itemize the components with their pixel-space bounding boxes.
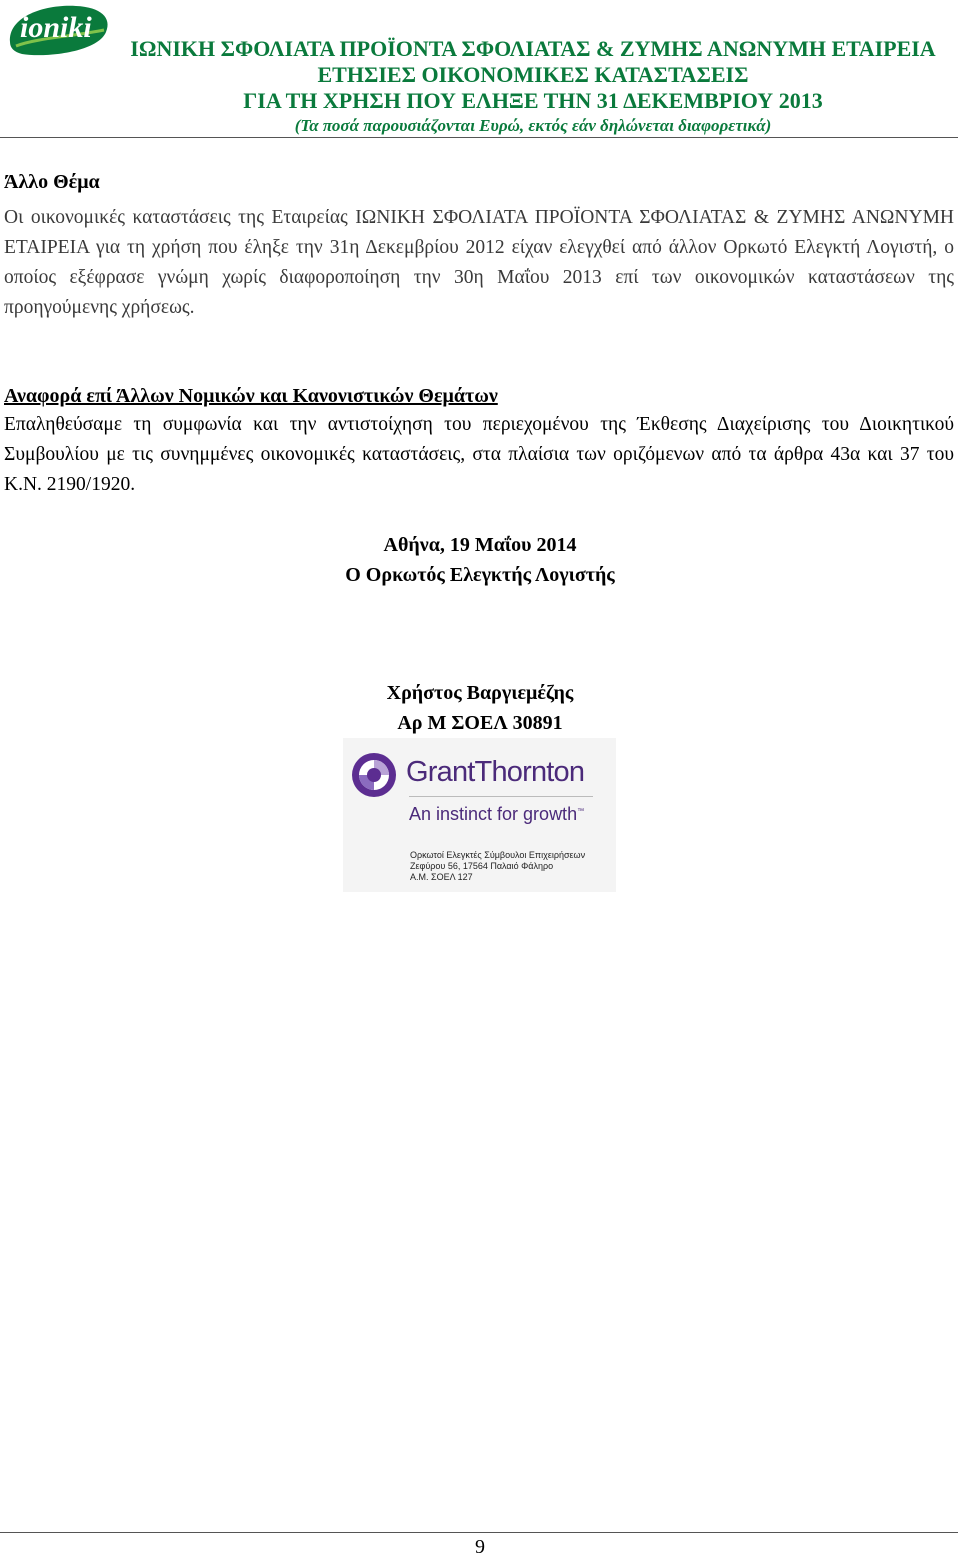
header-report-title: ΕΤΗΣΙΕΣ ΟΙΚΟΝΟΜΙΚΕΣ ΚΑΤΑΣΤΑΣΕΙΣ: [317, 62, 749, 87]
stamp-divider: [409, 796, 593, 797]
signature-name: Χρήστος Βαργιεμέζης: [386, 682, 574, 704]
other-matter-paragraph: Οι οικονομικές καταστάσεις της Εταιρείας ΙΩΝΙΚΗ ΣΦΟΛΙΑΤΑ ΠΡΟΪΟΝΤΑ ΣΦΟΛΙΑΤΑΣ & ΖΥΜΗΣ ΑΝΩΝΥΜΗ ΕΤΑΙΡΕΙΑ για τη χρήση που έληξε την 31η Δεκεμβρίου 2012 είχαν ελεγχθεί από άλλον Ορκωτό Ελεγκτή Λογιστή, ο οποίος εξέφρασε γνώμη χωρίς διαφοροποίηση την 30η Μαΐου 2013 επί των οικονομικών καταστάσεων της προηγούμενης χρήσεως.: [4, 207, 954, 318]
page-number: 9: [475, 1536, 485, 1558]
svg-text:ioniki: ioniki: [20, 11, 92, 44]
legal-report-heading: Αναφορά επί Άλλων Νομικών και Κανονιστικών Θεμάτων: [4, 385, 498, 407]
stamp-tagline: An instinct for growth™: [409, 804, 585, 824]
header-currency-note: (Τα ποσά παρουσιάζονται Ευρώ, εκτός εάν δηλώνεται διαφορετικά): [294, 116, 772, 135]
footer-divider: [0, 1532, 958, 1533]
header-company-name: ΙΩΝΙΚΗ ΣΦΟΛΙΑΤΑ ΠΡΟΪΟΝΤΑ ΣΦΟΛΙΑΤΑΣ & ΖΥΜΗΣ ΑΝΩΝΥΜΗ ΕΤΑΙΡΕΙΑ: [130, 36, 936, 61]
legal-report-paragraph: Επαληθεύσαμε τη συμφωνία και την αντιστοίχηση του περιεχομένου της Έκθεσης Διαχείρισης του Διοικητικού Συμβουλίου με τις συνημμένες οικονομικές καταστάσεις, στα πλαίσια των οριζόμενων από τα άρθρα 43α και 37 του Κ.Ν. 2190/1920.: [4, 414, 954, 495]
header-divider: [0, 137, 958, 138]
signature-role: Ο Ορκωτός Ελεγκτής Λογιστής: [345, 564, 615, 586]
company-logo: [6, 2, 112, 58]
stamp-line-1: Ορκωτοί Ελεγκτές Σύμβουλοι Επιχειρήσεων: [410, 850, 586, 860]
grant-thornton-logo-icon: [351, 752, 397, 798]
document-header: [110, 36, 956, 138]
stamp-line-3: Α.Μ. ΣΟΕΛ 127: [410, 872, 473, 882]
signature-place-date: Αθήνα, 19 Μαΐου 2014: [383, 534, 577, 556]
auditor-stamp: [343, 738, 616, 892]
header-period: ΓΙΑ ΤΗ ΧΡΗΣΗ ΠΟΥ ΕΛΗΞΕ ΤΗΝ 31 ΔΕΚΕΜΒΡΙΟΥ 2013: [243, 88, 823, 113]
stamp-brand: GrantThornton: [406, 756, 585, 788]
signature-registration: Αρ Μ ΣΟΕΛ 30891: [397, 712, 563, 734]
stamp-line-2: Ζεφύρου 56, 17564 Παλαιό Φάληρο: [410, 861, 554, 871]
other-matter-heading: Άλλο Θέμα: [4, 171, 100, 193]
